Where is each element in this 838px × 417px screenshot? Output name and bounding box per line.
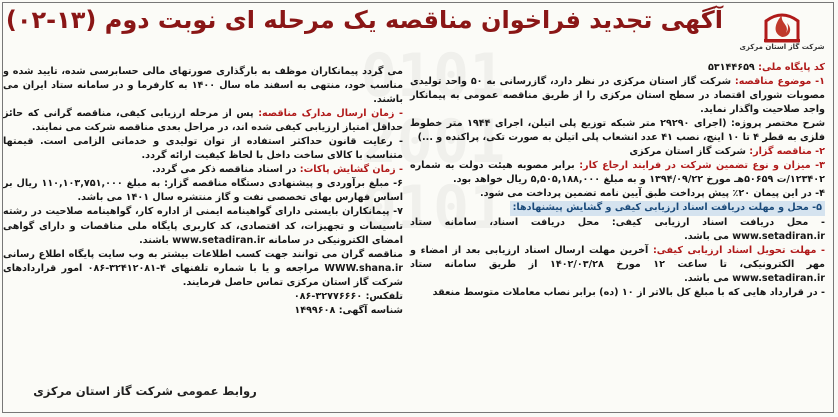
domestic-production-text: - رعایت قانون حداکثر استفاده از توان تولیدی و خدماتی الزامی است. قیمتها متناسب با کالای ساخت داخل با لحاظ کیفیت ارائه گردد. — [3, 136, 403, 162]
documents-location: - محل دریافت اسناد ارزیابی کیفی: محل دریافت اسناد، سامانه ستاد www.setadiran.ir می باشد. — [410, 216, 825, 242]
contract-note: - در قرارداد هایی که با مبلغ کل بالاتر از ۱۰ (ده) برابر نصاب معاملات متوسط منعقد — [432, 286, 825, 298]
guarantee-label: ۳- میزان و نوع تضمین شرکت در فرایند ارجاع کار: — [579, 160, 826, 172]
documents-heading: ۵- محل و مهلت دریافت اسناد ارزیابی کیفی و گشایش پیشنهادها: — [510, 201, 825, 215]
footer-signature: روابط عمومی شرکت گاز استان مرکزی — [33, 384, 257, 398]
submission-time-label: - زمان ارسال مدارک مناقصه: — [258, 108, 404, 120]
financial-statements-text: می گردد پیمانکاران موظف به بارگذاری صورتهای مالی حسابرسی شده، تایید شده و مناسب خود، منتهی به اسفند ماه سال ۱۴۰۰ به کارفرما و در سامانه ستاد ایران می باشند. — [3, 66, 404, 106]
contact-info-text: مناقصه گران می توانند جهت کسب اطلاعات بیشتر به وب سایت پایگاه اطلاع رسانی WWW.shana.ir مراجعه و یا با شماره تلفنهای ۴-۳۲۴۱۲۰۸۱-۰۸۶ امور قراردادهای شرکت گاز استان مرکزی تماس حاصل فرمایند. — [3, 248, 403, 288]
deadline-text: آخرین مهلت ارسال اسناد ارزیابی بعد از امضاء و مهر الکترونیکی، تا ساعت ۱۲ مورخ ۱۴۰۲/۰۳/۲۸ از طریق سامانه ستاد www.setadiran.ir می باشد. — [410, 244, 825, 284]
requirements-text: ۷- پیمانکاران بایستی دارای گواهینامه ایمنی از اداره کار، گواهینامه صلاحیت در رشته تاسیسات و تجهیزات، کد اقتصادی، کد کاربری پایگاه ملی مناقصات و دارای گواهی امضای الکترونیکی در سامانه www.setadiran.ir باشند. — [3, 206, 403, 246]
tender-holder-label: ۲- مناقصه گزار: — [749, 146, 825, 158]
guarantee-text: برابر مصوبه هیئت دولت به شماره ۱۲۳۴۰۲/ت ۵۰۶۵۹هـ مورخ ۱۳۹۴/۰۹/۲۲ و به مبلغ ۵,۵۰۵,۱۸۸,۰۰۰ ریال خواهد بود. — [410, 160, 825, 186]
opening-time-text: در اسناد مناقصه ذکر می گردد. — [151, 164, 297, 176]
estimated-amount-text: ۶- مبلغ برآوردی و پیشنهادی دستگاه مناقصه گزار: به مبلغ ۱۱۰,۱۰۳,۷۵۱,۰۰۰ ریال بر اساس فهارس بهای تخصصی نفت و گاز منتشره سال ۱۴۰۱ می باشد. — [3, 178, 403, 204]
subject-text: شرکت گاز استان مرکزی در نظر دارد، گازرسانی به ۵۰ واحد تولیدی مصوبات شورای اقتصاد در سطح استان مرکزی را از طریق مناقصه عمومی به پیمانکار واجد صلاحیت واگذار نماید. — [410, 76, 825, 116]
logo-caption: شرکت گاز استان مرکزی — [739, 43, 825, 51]
deadline-label: - مهلت تحویل اسناد ارزیابی کیفی: — [652, 244, 825, 256]
tender-holder-text: شرکت گاز استان مرکزی — [629, 146, 746, 158]
submission-time-text: پس از مرحله ارزیابی کیفی، مناقصه گرانی که حائز حداقل امتیاز ارزیابی کیفی شده اند، در مراحل بعدی مناقصه شرکت می نمایند. — [3, 108, 403, 134]
opening-time-label: - زمان گشایش پاکات: — [299, 164, 403, 176]
gas-flame-logo-icon — [760, 7, 804, 43]
left-column — [3, 65, 403, 318]
prepayment-text: ۴- در این پیمان ۲۰٪ پیش پرداخت طبق آیین نامه تضمین پرداخت می شود. — [479, 188, 825, 200]
ad-frame — [2, 2, 834, 413]
project-description: شرح مختصر پروژه: (اجرای ۲۹۲۹۰ متر شبکه توزیع پلی اتیلن، اجرای ۱۹۴۴ متر خطوط فلزی به قطر ۴ تا ۱۰ اینچ، نصب ۴۱ عدد انشعاب پلی اتیلن به صورت تکی، پراکنده و ...) — [410, 118, 826, 144]
ad-id-text: شناسه آگهی: ۱۴۹۹۶۰۸ — [294, 304, 403, 316]
right-column — [410, 61, 825, 300]
subject-label: ۱- موضوع مناقصه: — [734, 76, 826, 88]
company-logo — [737, 7, 827, 57]
page-title: آگهی تجدید فراخوان مناقصه یک مرحله ای نوبت دوم (۱۳-۰۲) — [5, 6, 723, 34]
code-label: کد پایگاه ملی: — [758, 62, 825, 73]
code-value: ۵۳۱۴۴۶۵۹ — [707, 62, 755, 73]
telefax-text: تلفکس: ۳۲۷۷۶۶۶۰-۰۸۶ — [293, 290, 403, 302]
